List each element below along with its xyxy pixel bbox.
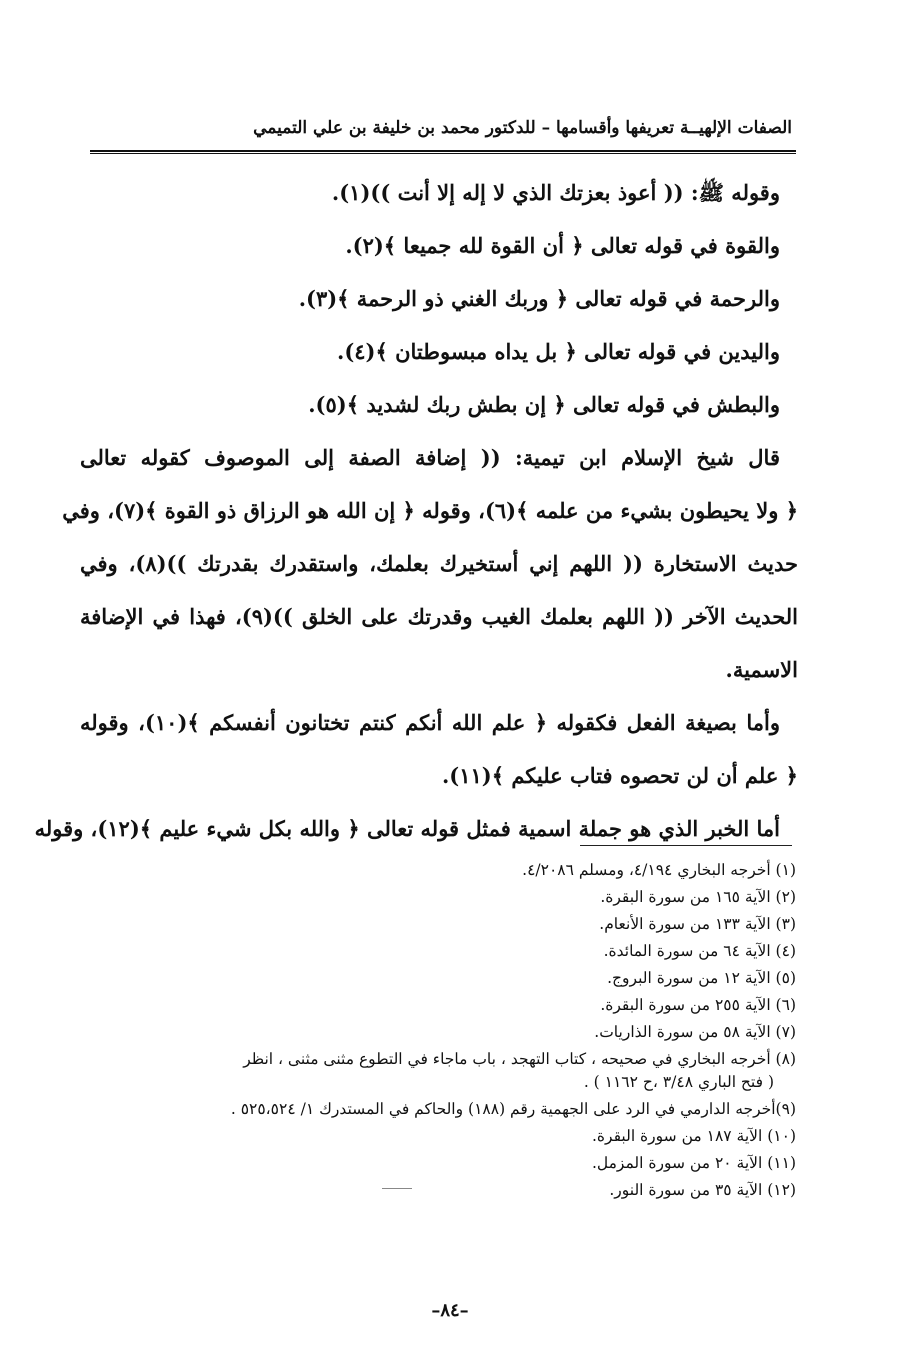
text-line: أما الخبر الذي هو جملة اسمية فمثل قوله تعالى ﴿ والله بكل شيء عليم ﴾(١٢)، وقوله [34, 816, 780, 841]
text-line: حديث الاستخارة (( اللهم إني أستخيرك بعلمك، واستقدرك بقدرتك ))(٨)، وفي [80, 551, 799, 576]
footnote-rule [580, 845, 792, 846]
running-header-title: الصفات الإلهيــة تعريفها وأقسامها – للدكتور محمد بن خليفة بن علي التميمي [253, 118, 792, 138]
text-line: واليدين في قوله تعالى ﴿ بل يداه مبسوطتان ﴾(٤). [337, 339, 780, 364]
footnote: (١١) الآية ٢٠ من سورة المزمل. [591, 1154, 796, 1172]
footnote: (٥) الآية ١٢ من سورة البروج. [607, 969, 796, 987]
footnote: (١٠) الآية ١٨٧ من سورة البقرة. [591, 1127, 796, 1145]
footnote: (٧) الآية ٥٨ من سورة الذاريات. [594, 1023, 796, 1041]
text-line: والرحمة في قوله تعالى ﴿ وربك الغني ذو الرحمة ﴾(٣). [298, 286, 780, 311]
footnote: (٨) أخرجه البخاري في صحيحه ، كتاب التهجد ، باب ماجاء في التطوع مثنى مثنى ، انظر [243, 1050, 796, 1068]
text-line: وقوله ﷺ: (( أعوذ بعزتك الذي لا إله إلا أنت ))(١). [331, 180, 780, 205]
text-line: ﴿ ولا يحيطون بشيء من علمه ﴾(٦)، وقوله ﴿ إن الله هو الرزاق ذو القوة ﴾(٧)، وفي [62, 498, 798, 523]
text-line: قال شيخ الإسلام ابن تيمية: (( إضافة الصفة إلى الموصوف كقوله تعالى [80, 445, 780, 470]
text-line: ﴿ علم أن لن تحصوه فتاب عليكم ﴾(١١). [441, 763, 798, 788]
main-text [34, 178, 799, 867]
page-number: –٨٤– [431, 1300, 469, 1321]
footnote: (٦) الآية ٢٥٥ من سورة البقرة. [600, 996, 796, 1014]
footnote: (٤) الآية ٦٤ من سورة المائدة. [603, 942, 796, 960]
text-line: والبطش في قوله تعالى ﴿ إن بطش ربك لشديد ﴾(٥). [308, 392, 780, 417]
text-line: والقوة في قوله تعالى ﴿ أن القوة لله جميعا ﴾(٢). [345, 233, 780, 258]
footnote: (١٢) الآية ٣٥ من سورة النور. [609, 1181, 796, 1199]
text-line: الحديث الآخر (( اللهم بعلمك الغيب وقدرتك على الخلق ))(٩)، فهذا في الإضافة [80, 604, 798, 629]
stray-mark [382, 1188, 412, 1189]
footnotes [80, 860, 796, 1207]
footnote: (٩)أخرجه الدارمي في الرد على الجهمية رقم (١٨٨) والحاكم في المستدرك ١/ ٥٢٥،٥٢٤ . [230, 1100, 796, 1118]
footnote: (٣) الآية ١٣٣ من سورة الأنعام. [599, 915, 796, 933]
footnote-continuation: ( فتح الباري ٣/٤٨ ،ح ١١٦٢ ) . [583, 1073, 774, 1091]
footnote: (٢) الآية ١٦٥ من سورة البقرة. [600, 888, 796, 906]
text-line: وأما بصيغة الفعل فكقوله ﴿ علم الله أنكم كنتم تختانون أنفسكم ﴾(١٠)، وقوله [80, 710, 780, 735]
header-rule [90, 150, 796, 154]
footnote: (١) أخرجه البخاري ٤/١٩٤، ومسلم ٤/٢٠٨٦. [522, 861, 796, 879]
text-line: الاسمية. [725, 657, 798, 682]
